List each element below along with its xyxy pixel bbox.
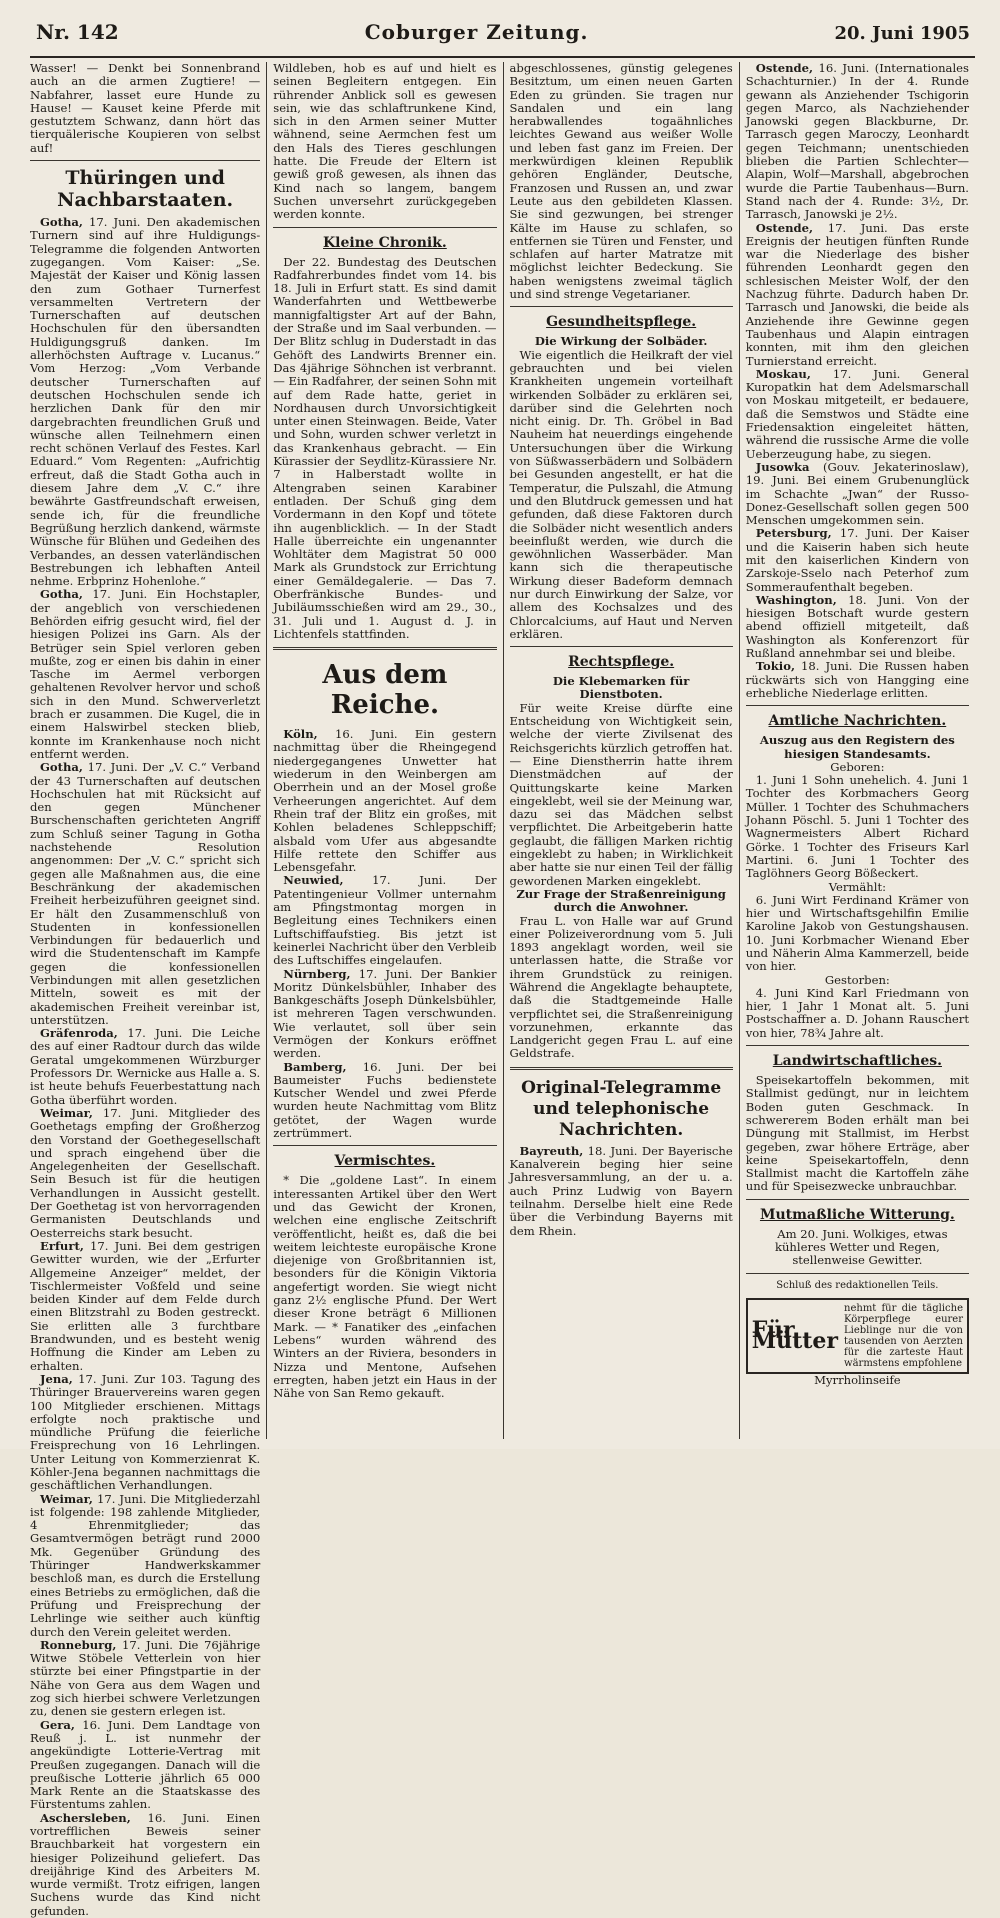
article-neuwied [273, 874, 496, 967]
article-body: 17. Juni. Mitglieder des Goethetags empfing der Großherzog den Vorstand der Goethegesellschaft und sprach eingehend über die Angelegenheiten der Gesellschaft. Sein Besuch ist für die heutigen Verhandlungen in Aussicht gestellt. Der Goethetag ist von hervorragenden Germanisten Deutschlands und Oesterreichs stark besucht. [30, 1105, 261, 1240]
article-nuernberg [273, 968, 496, 1061]
article-subtitle: Auszug aus den Registern des hiesigen Standesamts. [759, 733, 955, 761]
ad-body: nehmt für die tägliche Körperpflege eurer Lieblinge nur die von tausenden von Aerzten für die zarteste Haut wärmstens empfohlene [844, 1302, 963, 1369]
column-2-top-text: Wildleben, hob es auf und hielt es seinen Begleitern entgegen. Ein rührender Anblick soll es gewesen sein, wie das schlaftrunkene Kind, sich in den Armen seiner Mutter wähnend, seine Aermchen fest um den Hals des Tieres geschlungen hatte. Die Freude der Eltern ist gewiß groß gewesen, als ihnen das Kind nach so langem, bangem Suchen unversehrt zurückgegeben werden konnte. [273, 61, 497, 222]
dateline: Ronneburg, [40, 1637, 117, 1652]
dateline: Erfurt, [40, 1238, 84, 1253]
ad-headline: Für Mütter [751, 1316, 839, 1354]
article-bamberg [273, 1061, 496, 1141]
article-ostende-2 [746, 222, 969, 368]
dateline: Jusowka [755, 459, 810, 474]
column-3-top-text: abgeschlossenes, günstig gelegenes Besitztum, um einen neuen Garten Eden zu gründen. Sie tragen nur Sandalen und ein lang herabwallendes togaähnliches leichtes Gewand aus weißer Wolle und leben fast ganz im Freien. Der merkwürdigen kleinen Republik gehören Engländer, Deutsche, Franzosen und Russen an, und zwar Leute aus den gebildeten Klassen. Sie sind gezwungen, bei strenger Kälte im Hause zu schlafen, so entfernen sie Türen und Fenster, und schlafen auf harter Matratze mit möglichst leichter Bedeckung. Sie haben wenigstens zweimal täglich und sind strenge Vegetarianer. [509, 61, 733, 302]
dateline: Washington, [755, 592, 837, 607]
advertisement-myrrholinseife [746, 1298, 969, 1374]
dateline: Gera, [40, 1717, 75, 1732]
column-3 [503, 62, 739, 1439]
register-label-vermaehlt: Vermählt: [828, 879, 887, 894]
article-bayreuth [510, 1145, 733, 1238]
section-title-thueringen: Thüringen und Nachbarstaaten. [57, 167, 234, 212]
article-vermischtes: * Die „goldene Last“. In einem interessanten Artikel über den Wert und das Gewicht der Kronen, welchen eine englische Zeitschrift veröffentlicht, heißt es, daß die bei weitem leichteste europäische Krone diejenige von Großbritannien ist, besonders für die Königin Viktoria angefertigt worden. Sie wiegt nicht ganz 2½ englische Pfund. Der Wert dieser Krone beträgt 6 Millionen Mark. — * Fanatiker des „einfachen Lebens“ wurden während des Winters an der Riviera, besonders in Nizza und Mentone, Aufsehen erregten, haben jetzt ein Haus in der Nähe von San Remo gekauft. [273, 1173, 497, 1401]
article-body: 17. Juni. Die Mitgliederzahl ist folgende: 198 zahlende Mitglieder, 4 Ehrenmitglieder; das Gesamtvermögen beträgt rund 2000 Mk. Gegenüber Gründung des Thüringer Handwerkskammer beschloß man, es durch die Erstellung eines Betriebs zu ermöglichen, daß die Prüfung und Freisprechung der Lehrlinge wie seither auch künftig durch den Verein geleitet werden. [30, 1491, 261, 1639]
article-body: 18. Juni. Der Bayerische Kanalverein beging hier seine Jahresversammlung, an der u. a. auch Prinz Ludwig von Bayern teilnahm. Derselbe hielt eine Rede über die Verbindung Bayerns mit dem Rhein. [509, 1143, 733, 1238]
issue-date: 20. Juni 1905 [834, 23, 970, 44]
article-jusowka [746, 461, 969, 527]
section-title-telegramme: Original-Telegramme und telephonische Nachrichten. [521, 1077, 722, 1140]
article-body: 18. Juni. Die Russen haben rückwärts sich von Hangging eine erhebliche Niederlage erlitten. [745, 659, 970, 700]
article-kleine-chronik: Der 22. Bundestag des Deutschen Radfahrerbundes findet vom 14. bis 18. Juli in Erfurt statt. Es sind damit Wanderfahrten und Wettbewerbe mannigfaltigster Art auf der Bahn, der Straße und im Saal verbunden. — Der Blitz schlug in Duderstadt in das Gehöft des Landwirts Brenner ein. Das 4jährige Söhnchen ist verbrannt. — Ein Radfahrer, der seinen Sohn mit auf dem Rade hatte, geriet in Nordhausen durch Unvorsichtigkeit unter einen Steinwagen. Beide, Vater und Sohn, wurden schwer verletzt in das Krankenhaus gebracht. — Ein Kürassier der Seydlitz-Kürassiere Nr. 7 in Halberstadt wollte in Altengraben seinen Karabiner entladen. Der Schuß ging dem Vordermann in den Kopf und tötete ihn augenblicklich. — In der Stadt Halle überreichte ein ungenannter Wohltäter dem Magistrat 50 000 Mark als Grundstock zur Errichtung einer Gemäldegalerie. — Das 7. Oberfränkische Bundes- und Jubiläumsschießen wird am 29., 30., 31. Juli und 1. August d. J. in Lichtenfels stattfinden. [273, 254, 497, 641]
section-title-landwirtschaftliches: Landwirtschaftliches. [772, 1053, 942, 1070]
column-1 [30, 61, 266, 1918]
column-container [30, 61, 975, 1918]
section-title-vermischtes: Vermischtes. [334, 1153, 436, 1170]
article-body: 17. Juni. Die 76jährige Witwe Stöbele Vetterlein von hier stürzte bei einer Pfingstpartie in der Nähe von Gera aus dem Wagen und zog sich hierbei schwere Verletzungen zu, denen sie gestern erlegen ist. [30, 1637, 261, 1719]
article-body: 17. Juni. Den akademischen Turnern sind auf ihre Huldigungs-Telegramme die folgenden Antworten zugegangen. Vom Kaiser: „Se. Majestät der Kaiser und König lassen den zum Gothaer Turnerfest versammelten Vertretern der Turnerschaften auf deutschen Hochschulen für den übersandten Huldigungsgruß danken. Im allerhöchsten Auftrage v. Lucanus.“ Vom Herzog: „Vom Verbande deutscher Turnerschaften auf deutschen Hochschulen sende ich herzlichen Dank für den mir dargebrachten freundlichen Gruß und wünsche allen Teilnehmern einen recht schönen Verlauf des Festes. Karl Eduard.“ Vom Regenten: „Aufrichtig erfreut, daß die Stadt Gotha auch in diesem Jahre dem „V. C.“ ihre bewährte Gastfreundschaft erweisen, sende ich, für die freundliche Begrüßung herzlich dankend, wärmste Wünsche für Blühen und Gedeihen des Verbandes, an dessen vaterländischen Bestrebungen ich lebhaften Anteil nehme. Erbprinz Hohenlohe.“ [30, 215, 261, 589]
dateline: Aschersleben, [40, 1810, 131, 1825]
divider [273, 227, 496, 228]
article-body: (Gouv. Jekaterinoslaw), 19. Juni. Bei einem Grubenunglück im Schachte „Jwan“ der Russo-Donez-Gesellschaft sollen gegen 500 Menschen umgekommen sein. [745, 459, 969, 528]
article-ostende-1 [746, 62, 969, 222]
dateline: Neuwied, [283, 873, 344, 888]
masthead-rule [30, 56, 975, 58]
article-gotha-1 [30, 216, 260, 588]
article-body: 17. Juni. Zur 103. Tagung des Thüringer Brauervereins waren gegen 100 Mitglieder erschienen. Mittags erfolgte noch praktische und mündliche Prüfung die feierliche Freisprechung von 16 Lehrlingen. Unter Leitung von Kommerzienrat K. Köhler-Jena begannen nachmittags die geschäftlichen Verhandlungen. [30, 1371, 261, 1493]
column-2 [266, 62, 502, 1439]
article-aschersleben [30, 1812, 260, 1918]
article-body: 16. Juni. (Internationales Schachturnier.) In der 4. Runde gewann als Anziehender Tschigorin gegen Marco, als Nachziehender Janowski gegen Blackburne, Dr. Tarrasch gegen Maroczy, Leonhardt gegen Teichmann; unentschieden blieben die Partien Schlechter—Alapin, Wolf—Marshall, abgebrochen wurde die Partie Taubenhaus—Burn. Stand nach der 4. Runde: 3½, Dr. Tarrasch, Janowski je 2½. [745, 61, 969, 222]
article-body: 17. Juni. Das erste Ereignis der heutigen fünften Runde war die Niederlage des bisher führenden Leonhardt gegen den schlesischen Meister Wolf, der den Nachzug führte. Dadurch haben Dr. Tarrasch und Janowski, die beide als Anziehende ihre Gewinne gegen Taubenhaus und Alapin eintragen konnten, mit ihm den gleichen Turnierstand erreicht. [745, 220, 969, 368]
divider [510, 1067, 733, 1070]
dateline: Köln, [283, 727, 318, 742]
masthead [0, 20, 1000, 54]
dateline: Gotha, [40, 215, 83, 230]
dateline: Weimar, [40, 1491, 93, 1506]
article-speisekartoffeln: Speisekartoffeln bekommen, mit Stallmist gedüngt, nur in leichtem Boden guten Geschmack. In schwererem Boden erhält man bei Düngung mit Stallmist, im Herbst gegeben, zwar höhere Erträge, aber keine Speisekartoffeln, denn Stallmist macht die Kartoffeln zähe und für Speisezwecke unbrauchbar. [745, 1073, 969, 1194]
article-graefenroda [30, 1027, 260, 1107]
article-moskau [746, 368, 969, 461]
article-body: 16. Juni. Der bei Baumeister Fuchs bedienstete Kutscher Wendel und zwei Pferde wurden heute Nachmittag vom Blitz getötet, der Wagen wurde zertrümmert. [273, 1059, 497, 1141]
article-body: 17. Juni. Die Leiche des auf einer Radtour durch das wilde Geratal umgekommenen Würzburger Professors Dr. Wernicke aus Halle a. S. ist heute behufs Feuerbestattung nach Gotha überführt worden. [30, 1026, 261, 1107]
article-gotha-2 [30, 588, 260, 761]
section-title-rechtspflege: Rechtspflege. [568, 654, 675, 671]
article-body: 16. Juni. Ein gestern nachmittag über die Rheingegend niedergegangenes Unwetter hat wiederum in den Weinbergen am Oberrhein und an der Mosel große Verheerungen angerichtet. Auf dem Rhein traf der Blitz ein großes, mit Kohlen beladenes Schleppschiff; alsbald vom Ufer aus abgesandte Hilfe rettete den Schiffer aus Lebensgefahr. [273, 727, 497, 875]
article-ronneburg [30, 1639, 260, 1719]
dateline: Nürnberg, [283, 966, 351, 981]
section-title-kleine-chronik: Kleine Chronik. [322, 234, 447, 251]
article-body: 17. Juni. General Kuropatkin hat dem Adelsmarschall von Moskau mitgeteilt, er bedauere, daß die Semstwos und Städte eine Friedensaktion eingeleitet hätten, während die russische Arme die volle Ueberzeugung habe, zu siegen. [745, 366, 970, 461]
section-title-amtliche-nachrichten: Amtliche Nachrichten. [768, 713, 947, 730]
ad-product-line [746, 1374, 969, 1387]
dateline: Gräfenroda, [40, 1026, 118, 1041]
end-of-editorial-note: Schluß des redaktionellen Teils. [776, 1279, 939, 1291]
article-washington [746, 594, 969, 660]
article-subtitle: Die Wirkung der Solbäder. [534, 334, 708, 349]
register-label-gestorben: Gestorben: [824, 972, 890, 987]
column-4 [739, 62, 975, 1439]
section-title-gesundheitspflege: Gesundheitspflege. [546, 314, 697, 331]
article-body: 17. Juni. Bei dem gestrigen Gewitter wurden, wie der „Erfurter Allgemeine Anzeiger“ meldet, der Tischlermeister Voßfeld und seine beiden Kinder auf dem Felde durch einen Blitzstrahl zu Boden gestreckt. Sie erlitten alle 3 furchtbare Brandwunden, und es besteht wenig Hoffnung die Kinder am Leben zu erhalten. [30, 1238, 261, 1373]
article-body: 16. Juni. Einen vortrefflichen Beweis seiner Brauchbarkeit hat vorgestern ein hiesiger Polizeihund geliefert. Das dreijährige Kind des Arbeiters M. wurde vermißt. Trotz eifrigen, langen Suchens wurde das Kind nicht gefunden. [30, 1810, 261, 1918]
weather-forecast: Am 20. Juni. Wolkiges, etwas kühleres Wetter und Regen, stellenweise Gewitter. [774, 1226, 948, 1268]
divider [273, 647, 496, 650]
article-body: 17. Juni. Der „V. C.“ Verband der 43 Turnerschaften auf deutschen Hochschulen hat mit Rücksicht auf den gegen Münchener Burschenschaften gerichteten Angriff zum Schluß seiner Tagung in Gotha nachstehende Resolution angenommen: Der „V. C.“ spricht sich gegen alle Maßnahmen aus, die eine Beschränkung der akademischen Freiheit herbeizuführen geeignet sind. Er hält den Zusammenschluß von Studenten in konfessionellen Verbindungen für bedauerlich und wird die Studentenschaft im Kampfe gegen die konfessionellen Verbindungen mit allen gesetzlichen Mitteln, soweit es mit der akademischen Freiheit vereinbar ist, unterstützen. [30, 760, 261, 1027]
article-body: 17. Juni. Der Kaiser und die Kaiserin haben sich heute mit den kaiserlichen Kindern von Zarskoje-Sselo nach Peterhof zum Sommeraufenthalt begeben. [745, 526, 969, 594]
dateline: Moskau, [755, 366, 811, 381]
article-weimar-1 [30, 1107, 260, 1240]
dateline: Bayreuth, [519, 1143, 584, 1158]
article-gera [30, 1719, 260, 1812]
section-title-witterung: Mutmaßliche Witterung. [759, 1206, 955, 1223]
dateline: Petersburg, [755, 526, 832, 541]
article-body: 17. Juni. Ein Hochstapler, der angeblich von verschiedenen Behörden eifrig gesucht wird, fiel der hiesigen Polizei ins Garn. Als der Betrüger sein Spiel verloren geben mußte, zog er einen bis dahin in einer Tasche im Aermel verborgen gehaltenen Revolver hervor und schoß sich in den Mund. Schwerverletzt brach er zusammen. Die Kugel, die in einem Halswirbel stecken blieb, konnte im Krankenhause noch nicht entfernt werden. [30, 587, 261, 761]
article-weimar-2 [30, 1493, 260, 1639]
article-solbaeder: Wie eigentlich die Heilkraft der viel gebrauchten und bei vielen Krankheiten ungemein vorteilhaft wirkenden Solbäder zu erklären sei, darüber sind die Gelehrten noch nicht einig. Dr. Th. Gröbel in Bad Nauheim hat neuerdings eingehende Untersuchungen über die Wirkung von Süßwasserbädern und Solbädern bei Gesunden angestellt, er hat die Temperatur, die Pulszahl, die Atmung und den Blutdruck gemessen und hat gefunden, daß diese Faktoren durch die Solbäder nicht wesentlich anders beeinflußt werden, wie durch die gewöhnlichen Wasserbäder. Man kann sich die therapeutische Wirkung dieser Badeform demnach nur durch Einwirkung der Salze, vor allem des Kochsalzes und des Chlorcalciums, auf Haut und Nerven erklären. [509, 347, 733, 641]
divider [746, 705, 969, 706]
ad-product-name: Myrrholinseife [814, 1372, 901, 1387]
divider [273, 1145, 496, 1146]
issue-number: Nr. 142 [36, 20, 119, 44]
article-body: 18. Juni. Von der hiesigen Botschaft wurde gestern abend offiziell mitgeteilt, daß Washington als Konferenzort für Rußland annehmbar sei und bleibe. [745, 592, 969, 661]
dateline: Ostende, [755, 61, 814, 75]
dateline: Ostende, [755, 220, 814, 235]
register-label-geboren: Geboren: [830, 759, 885, 774]
divider [746, 1273, 969, 1274]
divider [30, 160, 260, 161]
article-body: 17. Juni. Der Bankier Moritz Dünkelsbühler, Inhaber des Bankgeschäfts Joseph Dünkelsbühler, ist mehreren Tagen verschwunden. Wie verlautet, soll über sein Vermögen der Konkurs eröffnet werden. [273, 966, 497, 1061]
article-petersburg [746, 527, 969, 593]
section-title-aus-dem-reiche: Aus dem Reiche. [322, 660, 448, 721]
article-subtitle: Zur Frage der Straßenreinigung durch die Anwohner. [516, 886, 726, 915]
dateline: Weimar, [40, 1105, 93, 1120]
divider [746, 1045, 969, 1046]
register-vermaehlt: 6. Juni Wirt Ferdinand Krämer von hier und Wirtschaftsgehilfin Emilie Karoline Jakob von Gestungshausen. 10. Juni Korbmacher Wienand Eber und Näherin Alma Kammerzell, beide von hier. [745, 892, 969, 974]
divider [510, 646, 733, 647]
article-jena [30, 1373, 260, 1493]
article-body: 16. Juni. Dem Landtage von Reuß j. L. ist nunmehr der angekündigte Lotterie-Vertrag mit Preußen zugegangen. Danach will die preußische Lotterie jährlich 65 000 Mark Rente an die Staatskasse des Fürstentums zahlen. [30, 1717, 261, 1812]
article-koeln [273, 728, 496, 874]
register-gestorben: 4. Juni Kind Karl Friedmann von hier, 1 Jahr 1 Monat alt. 5. Juni Postschaffner a. D. Johann Rauschert von hier, 78¾ Jahre alt. [745, 985, 969, 1040]
dateline: Bamberg, [283, 1059, 347, 1074]
newspaper-name: Coburger Zeitung. [364, 20, 589, 44]
dateline: Gotha, [40, 587, 83, 602]
dateline: Jena, [40, 1371, 73, 1386]
article-klebemarken: Für weite Kreise dürfte eine Entscheidung von Wichtigkeit sein, welche der vierte Zivilsenat des Reichsgerichts kürzlich getroffen hat. — Eine Dienstherrin hatte ihrem Dienstmädchen auf der Quittungskarte keine Marken eingeklebt, weil sie der Meinung war, dazu sei das Mädchen selbst verpflichtet. Die Arbeitgeberin hatte geglaubt, die fälligen Marken richtig eingeklebt zu haben; in Wirklichkeit aber hatte sie nur einen Teil der fällig gewordenen Marken eingeklebt. [509, 700, 733, 888]
register-geboren: 1. Juni 1 Sohn unehelich. 4. Juni 1 Tochter des Korbmachers Georg Müller. 1 Tochter des Schuhmachers Johann Pöschl. 5. Juni 1 Tochter des Wagnermeisters Albert Richard Görke. 1 Tochter des Friseurs Karl Martini. 6. Juni 1 Tochter des Taglöhners Georg Bößeckert. [745, 773, 969, 881]
article-subtitle: Die Klebemarken für Dienstboten. [552, 674, 690, 702]
divider [746, 1199, 969, 1200]
divider [510, 306, 733, 307]
dateline: Gotha, [40, 760, 83, 775]
article-gotha-3 [30, 761, 260, 1027]
article-strassenreinigung: Frau L. von Halle war auf Grund einer Polizeiverordnung vom 5. Juli 1893 angeklagt worden, weil sie unterlassen hatte, die Straße vor ihrem Grundstück zu reinigen. Während die Angeklagte behauptete, daß die Stadtgemeinde Halle verpflichtet sei, die Straßenreinigung vorzunehmen, erkannte das Landgericht gegen Frau L. auf eine Geldstrafe. [509, 913, 733, 1061]
column-1-top-text: Wasser! — Denkt bei Sonnenbrand auch an die armen Zugtiere! — Nabfahrer, lasset eure Hunde zu Hause! — Kauset keine Pferde mit gestutztem Schwanz, dann hört das tierquälerische Koupieren von selbst auf! [30, 61, 261, 155]
article-tokio [746, 660, 969, 700]
article-body: 17. Juni. Der Patentingenieur Vollmer unternahm am Pfingstmontag morgen in Begleitung eines Technikers einen Luftschiffaufstieg. Bis jetzt ist keinerlei Nachricht über den Verbleib des Luftschiffes eingelaufen. [273, 873, 497, 968]
dateline: Tokio, [755, 659, 795, 674]
article-erfurt [30, 1240, 260, 1373]
